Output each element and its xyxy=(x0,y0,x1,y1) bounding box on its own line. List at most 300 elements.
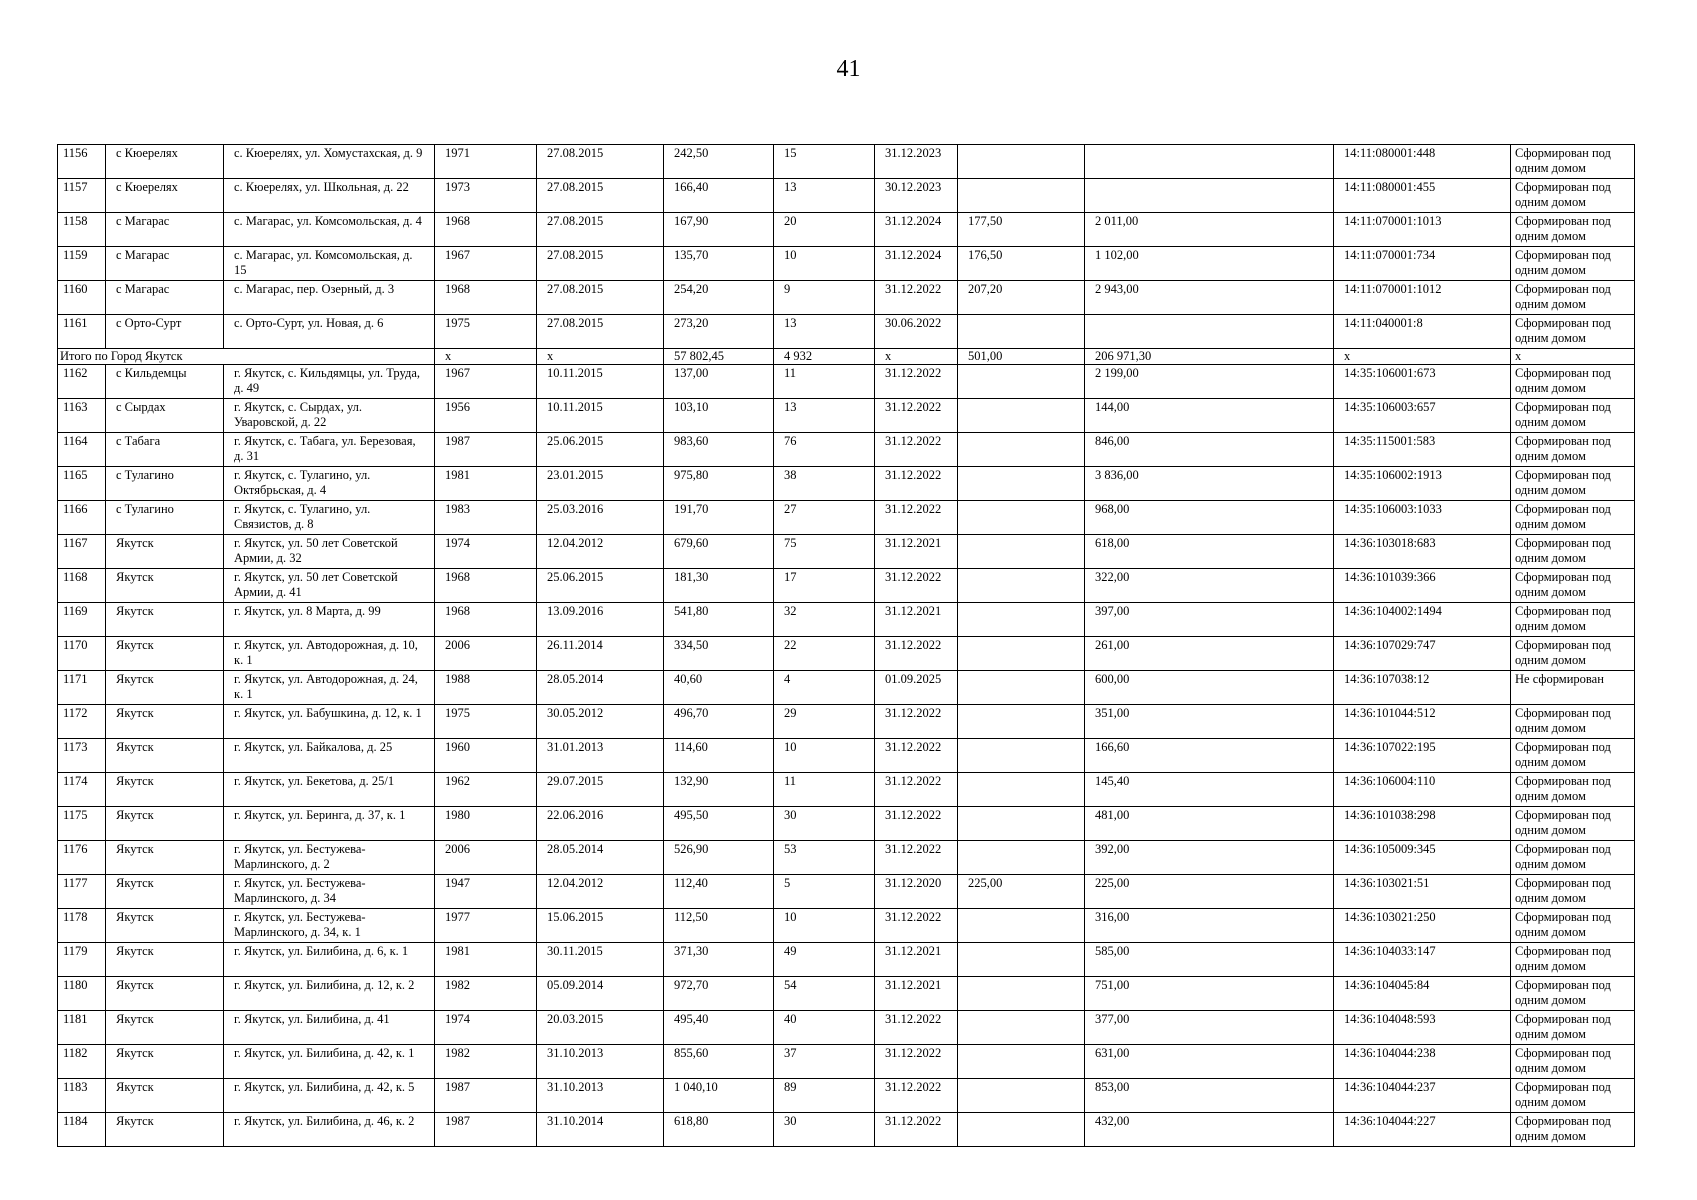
cell-row-number: 1180 xyxy=(58,977,106,1011)
cell-row-number: 1158 xyxy=(58,213,106,247)
cell-cost-1 xyxy=(958,535,1085,569)
cell-settlement: Якутск xyxy=(106,773,224,807)
cell-row-number: 1170 xyxy=(58,637,106,671)
cell-area: 983,60 xyxy=(664,433,774,467)
cell-cost-2: 1 102,00 xyxy=(1085,247,1334,281)
cell-cost-1 xyxy=(958,977,1085,1011)
cell-count: 20 xyxy=(774,213,875,247)
cell-date: 27.08.2015 xyxy=(537,281,664,315)
table-row xyxy=(58,977,1635,1011)
cell-area: 855,60 xyxy=(664,1045,774,1079)
cell-area: 371,30 xyxy=(664,943,774,977)
cell-address: г. Якутск, ул. 8 Марта, д. 99 xyxy=(224,603,435,637)
cell-area: 181,30 xyxy=(664,569,774,603)
cell-status: Сформирован под одним домом xyxy=(1511,637,1635,671)
cell-year: 1968 xyxy=(435,603,537,637)
cell-settlement: с Магарас xyxy=(106,247,224,281)
cell-status: Сформирован под одним домом xyxy=(1511,535,1635,569)
cell-date: 20.03.2015 xyxy=(537,1011,664,1045)
total-cell-cost-2: 206 971,30 xyxy=(1085,349,1334,365)
cell-date: 12.04.2012 xyxy=(537,875,664,909)
cell-settlement: Якутск xyxy=(106,603,224,637)
cell-row-number: 1161 xyxy=(58,315,106,349)
cell-deadline: 31.12.2022 xyxy=(875,909,958,943)
table-row xyxy=(58,1079,1635,1113)
cell-year: 1968 xyxy=(435,569,537,603)
cell-count: 32 xyxy=(774,603,875,637)
cell-cadastral-number: 14:36:103021:250 xyxy=(1334,909,1511,943)
cell-settlement: с Сырдах xyxy=(106,399,224,433)
cell-deadline: 31.12.2024 xyxy=(875,213,958,247)
cell-settlement: с Кильдемцы xyxy=(106,365,224,399)
cell-row-number: 1172 xyxy=(58,705,106,739)
cell-status: Сформирован под одним домом xyxy=(1511,433,1635,467)
cell-settlement: Якутск xyxy=(106,875,224,909)
cell-address: г. Якутск, ул. 50 лет Советской Армии, д. 41 xyxy=(224,569,435,603)
cell-area: 191,70 xyxy=(664,501,774,535)
cell-year: 1975 xyxy=(435,705,537,739)
cell-year: 1960 xyxy=(435,739,537,773)
cell-settlement: Якутск xyxy=(106,1079,224,1113)
table-row xyxy=(58,603,1635,637)
cell-status: Сформирован под одним домом xyxy=(1511,501,1635,535)
cell-settlement: с Табага xyxy=(106,433,224,467)
cell-status: Сформирован под одним домом xyxy=(1511,773,1635,807)
cell-cadastral-number: 14:36:104002:1494 xyxy=(1334,603,1511,637)
cell-deadline: 31.12.2022 xyxy=(875,365,958,399)
table-row xyxy=(58,247,1635,281)
cell-area: 132,90 xyxy=(664,773,774,807)
cell-deadline: 31.12.2022 xyxy=(875,841,958,875)
cell-address: с. Орто-Сурт, ул. Новая, д. 6 xyxy=(224,315,435,349)
cell-address: г. Якутск, с. Табага, ул. Березовая, д. 31 xyxy=(224,433,435,467)
cell-cost-2: 225,00 xyxy=(1085,875,1334,909)
cell-year: 2006 xyxy=(435,637,537,671)
total-cell-count: 4 932 xyxy=(774,349,875,365)
cell-area: 541,80 xyxy=(664,603,774,637)
cell-cost-1 xyxy=(958,433,1085,467)
cell-address: г. Якутск, с. Тулагино, ул. Октябрьская, д. 4 xyxy=(224,467,435,501)
cell-status: Сформирован под одним домом xyxy=(1511,399,1635,433)
cell-status: Сформирован под одним домом xyxy=(1511,569,1635,603)
cell-settlement: Якутск xyxy=(106,943,224,977)
cell-cadastral-number: 14:11:070001:1013 xyxy=(1334,213,1511,247)
table-row xyxy=(58,807,1635,841)
cell-cadastral-number: 14:36:103018:683 xyxy=(1334,535,1511,569)
cell-settlement: Якутск xyxy=(106,1045,224,1079)
cell-status: Сформирован под одним домом xyxy=(1511,705,1635,739)
cell-cost-2: 600,00 xyxy=(1085,671,1334,705)
cell-row-number: 1163 xyxy=(58,399,106,433)
cell-cost-1 xyxy=(958,637,1085,671)
cell-area: 135,70 xyxy=(664,247,774,281)
cell-row-number: 1171 xyxy=(58,671,106,705)
cell-row-number: 1174 xyxy=(58,773,106,807)
cell-cost-2: 481,00 xyxy=(1085,807,1334,841)
cell-settlement: с Кюерелях xyxy=(106,145,224,179)
cell-year: 1947 xyxy=(435,875,537,909)
cell-count: 11 xyxy=(774,365,875,399)
cell-status: Сформирован под одним домом xyxy=(1511,1011,1635,1045)
cell-count: 13 xyxy=(774,315,875,349)
cell-cost-2: 2 943,00 xyxy=(1085,281,1334,315)
cell-count: 10 xyxy=(774,739,875,773)
cell-address: г. Якутск, ул. Бестужева-Марлинского, д. 2 xyxy=(224,841,435,875)
cell-cost-2: 846,00 xyxy=(1085,433,1334,467)
cell-status: Сформирован под одним домом xyxy=(1511,1045,1635,1079)
table-row xyxy=(58,705,1635,739)
cell-year: 1962 xyxy=(435,773,537,807)
total-cell-cadastral-number: x xyxy=(1334,349,1511,365)
cell-address: с. Кюерелях, ул. Школьная, д. 22 xyxy=(224,179,435,213)
cell-row-number: 1160 xyxy=(58,281,106,315)
cell-year: 1987 xyxy=(435,433,537,467)
cell-cost-2: 853,00 xyxy=(1085,1079,1334,1113)
cell-row-number: 1183 xyxy=(58,1079,106,1113)
cell-area: 112,50 xyxy=(664,909,774,943)
cell-row-number: 1166 xyxy=(58,501,106,535)
cell-status: Сформирован под одним домом xyxy=(1511,213,1635,247)
cell-count: 22 xyxy=(774,637,875,671)
table-row xyxy=(58,1113,1635,1147)
cell-settlement: Якутск xyxy=(106,1011,224,1045)
cell-cost-1 xyxy=(958,569,1085,603)
cell-date: 30.05.2012 xyxy=(537,705,664,739)
cell-cadastral-number: 14:36:104044:227 xyxy=(1334,1113,1511,1147)
cell-deadline: 31.12.2022 xyxy=(875,807,958,841)
cell-row-number: 1181 xyxy=(58,1011,106,1045)
cell-cost-2: 322,00 xyxy=(1085,569,1334,603)
cell-count: 53 xyxy=(774,841,875,875)
total-cell-year: x xyxy=(435,349,537,365)
cell-address: г. Якутск, ул. Беринга, д. 37, к. 1 xyxy=(224,807,435,841)
cell-cost-2: 316,00 xyxy=(1085,909,1334,943)
cell-cost-1 xyxy=(958,179,1085,213)
cell-year: 1968 xyxy=(435,213,537,247)
cell-area: 112,40 xyxy=(664,875,774,909)
cell-cadastral-number: 14:35:115001:583 xyxy=(1334,433,1511,467)
cell-date: 30.11.2015 xyxy=(537,943,664,977)
cell-deadline: 31.12.2022 xyxy=(875,773,958,807)
cell-cost-2: 2 199,00 xyxy=(1085,365,1334,399)
cell-date: 05.09.2014 xyxy=(537,977,664,1011)
cell-row-number: 1168 xyxy=(58,569,106,603)
cell-deadline: 31.12.2021 xyxy=(875,977,958,1011)
cell-count: 9 xyxy=(774,281,875,315)
cell-deadline: 31.12.2021 xyxy=(875,535,958,569)
cell-deadline: 31.12.2022 xyxy=(875,1079,958,1113)
cell-year: 1987 xyxy=(435,1079,537,1113)
cell-cost-1 xyxy=(958,943,1085,977)
cell-year: 1988 xyxy=(435,671,537,705)
cell-deadline: 31.12.2021 xyxy=(875,943,958,977)
cell-status: Сформирован под одним домом xyxy=(1511,247,1635,281)
cell-date: 12.04.2012 xyxy=(537,535,664,569)
cell-deadline: 31.12.2022 xyxy=(875,705,958,739)
cell-date: 31.10.2013 xyxy=(537,1045,664,1079)
cell-area: 273,20 xyxy=(664,315,774,349)
cell-status: Сформирован под одним домом xyxy=(1511,145,1635,179)
cell-status: Не сформирован xyxy=(1511,671,1635,705)
cell-settlement: Якутск xyxy=(106,705,224,739)
cell-cadastral-number: 14:35:106003:657 xyxy=(1334,399,1511,433)
cell-area: 496,70 xyxy=(664,705,774,739)
cell-row-number: 1169 xyxy=(58,603,106,637)
cell-cost-1 xyxy=(958,1113,1085,1147)
cell-count: 54 xyxy=(774,977,875,1011)
cell-status: Сформирован под одним домом xyxy=(1511,841,1635,875)
cell-area: 495,40 xyxy=(664,1011,774,1045)
cell-cost-2: 351,00 xyxy=(1085,705,1334,739)
cell-year: 1956 xyxy=(435,399,537,433)
cell-count: 13 xyxy=(774,179,875,213)
cell-cadastral-number: 14:36:103021:51 xyxy=(1334,875,1511,909)
cell-year: 1981 xyxy=(435,943,537,977)
cell-deadline: 31.12.2022 xyxy=(875,1011,958,1045)
cell-settlement: Якутск xyxy=(106,807,224,841)
cell-cost-1 xyxy=(958,145,1085,179)
cell-area: 679,60 xyxy=(664,535,774,569)
cell-cadastral-number: 14:36:104048:593 xyxy=(1334,1011,1511,1045)
cell-date: 31.01.2013 xyxy=(537,739,664,773)
cell-cadastral-number: 14:36:101038:298 xyxy=(1334,807,1511,841)
cell-cost-1 xyxy=(958,603,1085,637)
cell-year: 1983 xyxy=(435,501,537,535)
total-cell-status: x xyxy=(1511,349,1635,365)
cell-count: 11 xyxy=(774,773,875,807)
cell-date: 25.06.2015 xyxy=(537,433,664,467)
cell-cost-1 xyxy=(958,671,1085,705)
cell-status: Сформирован под одним домом xyxy=(1511,1079,1635,1113)
cell-status: Сформирован под одним домом xyxy=(1511,281,1635,315)
cell-date: 31.10.2014 xyxy=(537,1113,664,1147)
cell-count: 49 xyxy=(774,943,875,977)
cell-area: 242,50 xyxy=(664,145,774,179)
cell-date: 23.01.2015 xyxy=(537,467,664,501)
cell-status: Сформирован под одним домом xyxy=(1511,467,1635,501)
cell-date: 28.05.2014 xyxy=(537,671,664,705)
cell-year: 1981 xyxy=(435,467,537,501)
cell-settlement: с Тулагино xyxy=(106,501,224,535)
cell-cost-2: 631,00 xyxy=(1085,1045,1334,1079)
cell-date: 27.08.2015 xyxy=(537,315,664,349)
cell-address: г. Якутск, ул. Бестужева-Марлинского, д. 34 xyxy=(224,875,435,909)
cell-count: 13 xyxy=(774,399,875,433)
cell-row-number: 1157 xyxy=(58,179,106,213)
cell-status: Сформирован под одним домом xyxy=(1511,603,1635,637)
cell-cost-1: 225,00 xyxy=(958,875,1085,909)
cell-status: Сформирован под одним домом xyxy=(1511,909,1635,943)
cell-cadastral-number: 14:36:107029:747 xyxy=(1334,637,1511,671)
cell-deadline: 31.12.2022 xyxy=(875,501,958,535)
cell-date: 13.09.2016 xyxy=(537,603,664,637)
cell-area: 103,10 xyxy=(664,399,774,433)
cell-settlement: Якутск xyxy=(106,739,224,773)
total-cell-deadline: x xyxy=(875,349,958,365)
cell-cost-1 xyxy=(958,467,1085,501)
cell-deadline: 01.09.2025 xyxy=(875,671,958,705)
table-row xyxy=(58,773,1635,807)
cell-cadastral-number: 14:36:106004:110 xyxy=(1334,773,1511,807)
cell-settlement: Якутск xyxy=(106,1113,224,1147)
cell-status: Сформирован под одним домом xyxy=(1511,179,1635,213)
cell-row-number: 1178 xyxy=(58,909,106,943)
cell-cost-1: 176,50 xyxy=(958,247,1085,281)
cell-year: 1974 xyxy=(435,535,537,569)
cell-status: Сформирован под одним домом xyxy=(1511,807,1635,841)
cell-row-number: 1182 xyxy=(58,1045,106,1079)
cell-address: г. Якутск, ул. Автодорожная, д. 10, к. 1 xyxy=(224,637,435,671)
cell-address: с. Магарас, ул. Комсомольская, д. 15 xyxy=(224,247,435,281)
cell-count: 17 xyxy=(774,569,875,603)
cell-count: 30 xyxy=(774,807,875,841)
table-row xyxy=(58,365,1635,399)
cell-count: 5 xyxy=(774,875,875,909)
cell-year: 1982 xyxy=(435,977,537,1011)
cell-date: 29.07.2015 xyxy=(537,773,664,807)
cell-cost-1 xyxy=(958,501,1085,535)
cell-cadastral-number: 14:11:080001:448 xyxy=(1334,145,1511,179)
cell-settlement: с Тулагино xyxy=(106,467,224,501)
cell-row-number: 1159 xyxy=(58,247,106,281)
cell-status: Сформирован под одним домом xyxy=(1511,365,1635,399)
table-row xyxy=(58,467,1635,501)
cell-cost-1: 177,50 xyxy=(958,213,1085,247)
cell-settlement: с Магарас xyxy=(106,281,224,315)
cell-year: 1973 xyxy=(435,179,537,213)
cell-deadline: 31.12.2022 xyxy=(875,1113,958,1147)
cell-cost-1 xyxy=(958,841,1085,875)
cell-cost-2 xyxy=(1085,315,1334,349)
cell-address: г. Якутск, с. Тулагино, ул. Связистов, д. 8 xyxy=(224,501,435,535)
cell-count: 27 xyxy=(774,501,875,535)
cell-cost-2: 585,00 xyxy=(1085,943,1334,977)
table-row xyxy=(58,739,1635,773)
cell-address: г. Якутск, с. Сырдах, ул. Уваровской, д. 22 xyxy=(224,399,435,433)
cell-area: 495,50 xyxy=(664,807,774,841)
cell-year: 1980 xyxy=(435,807,537,841)
cell-cost-1 xyxy=(958,365,1085,399)
cell-cost-2: 166,60 xyxy=(1085,739,1334,773)
cell-row-number: 1179 xyxy=(58,943,106,977)
cell-cadastral-number: 14:11:080001:455 xyxy=(1334,179,1511,213)
cell-cadastral-number: 14:35:106001:673 xyxy=(1334,365,1511,399)
cell-cadastral-number: 14:36:101044:512 xyxy=(1334,705,1511,739)
cell-year: 2006 xyxy=(435,841,537,875)
cell-cost-1 xyxy=(958,1079,1085,1113)
cell-area: 334,50 xyxy=(664,637,774,671)
total-row xyxy=(58,349,1635,365)
cell-count: 75 xyxy=(774,535,875,569)
cell-deadline: 30.06.2022 xyxy=(875,315,958,349)
cell-row-number: 1164 xyxy=(58,433,106,467)
table-row xyxy=(58,841,1635,875)
cell-cost-2: 261,00 xyxy=(1085,637,1334,671)
cell-count: 76 xyxy=(774,433,875,467)
cell-row-number: 1156 xyxy=(58,145,106,179)
cell-year: 1977 xyxy=(435,909,537,943)
cell-date: 15.06.2015 xyxy=(537,909,664,943)
cell-cost-1 xyxy=(958,739,1085,773)
cell-status: Сформирован под одним домом xyxy=(1511,739,1635,773)
cell-cost-2: 751,00 xyxy=(1085,977,1334,1011)
cell-cost-1 xyxy=(958,1045,1085,1079)
cell-cadastral-number: 14:36:104044:237 xyxy=(1334,1079,1511,1113)
cell-address: г. Якутск, с. Кильдямцы, ул. Труда, д. 49 xyxy=(224,365,435,399)
total-cell-area: 57 802,45 xyxy=(664,349,774,365)
table-row xyxy=(58,671,1635,705)
cell-year: 1975 xyxy=(435,315,537,349)
cell-status: Сформирован под одним домом xyxy=(1511,315,1635,349)
page-number: 41 xyxy=(836,56,861,82)
cell-deadline: 31.12.2023 xyxy=(875,145,958,179)
cell-year: 1967 xyxy=(435,365,537,399)
cell-row-number: 1167 xyxy=(58,535,106,569)
cell-cost-1 xyxy=(958,909,1085,943)
table-row xyxy=(58,569,1635,603)
cell-area: 526,90 xyxy=(664,841,774,875)
cell-row-number: 1162 xyxy=(58,365,106,399)
cell-date: 27.08.2015 xyxy=(537,247,664,281)
cell-count: 15 xyxy=(774,145,875,179)
cell-area: 40,60 xyxy=(664,671,774,705)
cell-deadline: 31.12.2024 xyxy=(875,247,958,281)
cell-area: 137,00 xyxy=(664,365,774,399)
cell-date: 25.06.2015 xyxy=(537,569,664,603)
cell-count: 40 xyxy=(774,1011,875,1045)
cell-row-number: 1184 xyxy=(58,1113,106,1147)
cell-row-number: 1177 xyxy=(58,875,106,909)
cell-year: 1982 xyxy=(435,1045,537,1079)
cell-cost-2: 2 011,00 xyxy=(1085,213,1334,247)
cell-count: 29 xyxy=(774,705,875,739)
cell-deadline: 31.12.2022 xyxy=(875,467,958,501)
cell-date: 28.05.2014 xyxy=(537,841,664,875)
cell-deadline: 31.12.2022 xyxy=(875,569,958,603)
cell-count: 37 xyxy=(774,1045,875,1079)
table-row xyxy=(58,433,1635,467)
cell-count: 4 xyxy=(774,671,875,705)
cell-year: 1974 xyxy=(435,1011,537,1045)
cell-address: г. Якутск, ул. Билибина, д. 42, к. 5 xyxy=(224,1079,435,1113)
cell-area: 618,80 xyxy=(664,1113,774,1147)
cell-deadline: 30.12.2023 xyxy=(875,179,958,213)
cell-cost-1 xyxy=(958,705,1085,739)
cell-deadline: 31.12.2022 xyxy=(875,637,958,671)
cell-address: г. Якутск, ул. 50 лет Советской Армии, д. 32 xyxy=(224,535,435,569)
cell-area: 1 040,10 xyxy=(664,1079,774,1113)
cell-count: 30 xyxy=(774,1113,875,1147)
table-row xyxy=(58,213,1635,247)
total-cell-cost-1: 501,00 xyxy=(958,349,1085,365)
cell-settlement: Якутск xyxy=(106,671,224,705)
cell-count: 10 xyxy=(774,247,875,281)
cell-cadastral-number: 14:35:106003:1033 xyxy=(1334,501,1511,535)
cell-settlement: Якутск xyxy=(106,535,224,569)
cell-address: г. Якутск, ул. Байкалова, д. 25 xyxy=(224,739,435,773)
cell-cadastral-number: 14:11:070001:1012 xyxy=(1334,281,1511,315)
cell-address: г. Якутск, ул. Билибина, д. 41 xyxy=(224,1011,435,1045)
cell-address: с. Магарас, пер. Озерный, д. 3 xyxy=(224,281,435,315)
cell-settlement: Якутск xyxy=(106,909,224,943)
cell-status: Сформирован под одним домом xyxy=(1511,875,1635,909)
cell-cost-2: 377,00 xyxy=(1085,1011,1334,1045)
cell-cost-2: 3 836,00 xyxy=(1085,467,1334,501)
cell-area: 114,60 xyxy=(664,739,774,773)
cell-year: 1971 xyxy=(435,145,537,179)
cell-row-number: 1176 xyxy=(58,841,106,875)
cell-cost-1 xyxy=(958,773,1085,807)
